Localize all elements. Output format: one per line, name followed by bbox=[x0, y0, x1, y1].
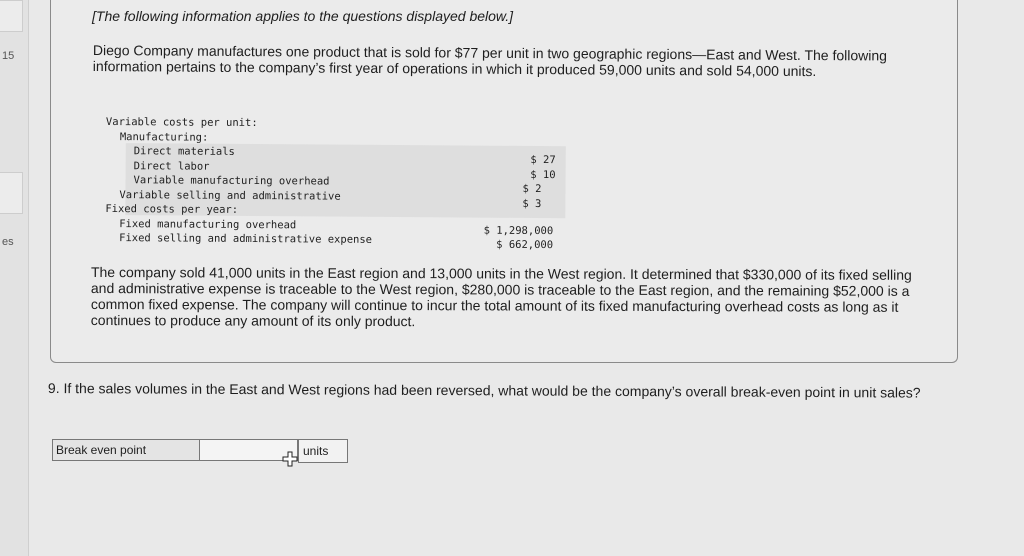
row-value: $ 2 bbox=[522, 182, 542, 196]
question-text: 9. If the sales volumes in the East and West regions had been reversed, what would be the company’s overall break-even point in unit sales? bbox=[47, 380, 921, 401]
row-value: $ 662,000 bbox=[496, 238, 554, 252]
break-even-label: Break even point bbox=[52, 439, 200, 461]
cost-table bbox=[105, 115, 566, 252]
row-label: Direct labor bbox=[133, 159, 210, 173]
row-label: Variable selling and administrative bbox=[119, 188, 341, 203]
question-number-15: 15 bbox=[2, 50, 15, 62]
row-label: Variable manufacturing overhead bbox=[133, 174, 330, 188]
row-value: $ 3 bbox=[522, 197, 542, 210]
move-cursor-icon bbox=[282, 451, 298, 467]
gutter-tab[interactable] bbox=[0, 0, 23, 32]
gutter-tab[interactable] bbox=[0, 172, 23, 214]
regional-details: The company sold 41,000 units in the East region and 13,000 units in the West region. It determined that $330,000 of its fixed selling and administrative expense is traceable to the West region, $280,000 is traceable to the East region, and the remaining $52,000 is a common fixed expense. The company will continue to incur the total amount of its fixed manufacturing overhead costs as long as it continues to produce any amount of its only product. bbox=[90, 264, 912, 330]
row-value: $ 27 bbox=[530, 153, 556, 167]
row-label: Fixed selling and administrative expense bbox=[119, 232, 373, 246]
row-label: Manufacturing: bbox=[119, 130, 209, 144]
row-label: Variable costs per unit: bbox=[105, 115, 258, 130]
row-value: $ 1,298,000 bbox=[483, 224, 554, 237]
row-value: $ 10 bbox=[530, 168, 556, 181]
problem-description: Diego Company manufactures one product that is sold for $77 per unit in two geographic regions—East and West. The following information pertains to the company’s first year of operations in which it produced 59,000 units and sold 54,000 units. bbox=[92, 42, 888, 80]
left-gutter bbox=[0, 0, 29, 556]
gutter-label-es: es bbox=[2, 236, 14, 248]
row-label: Fixed manufacturing overhead bbox=[119, 217, 297, 231]
intro-note: [The following information applies to the questions displayed below.] bbox=[92, 8, 514, 24]
units-label: units bbox=[298, 439, 348, 463]
answer-row bbox=[52, 439, 348, 463]
row-label: Fixed costs per year: bbox=[105, 202, 239, 216]
row-label: Direct materials bbox=[133, 145, 235, 158]
